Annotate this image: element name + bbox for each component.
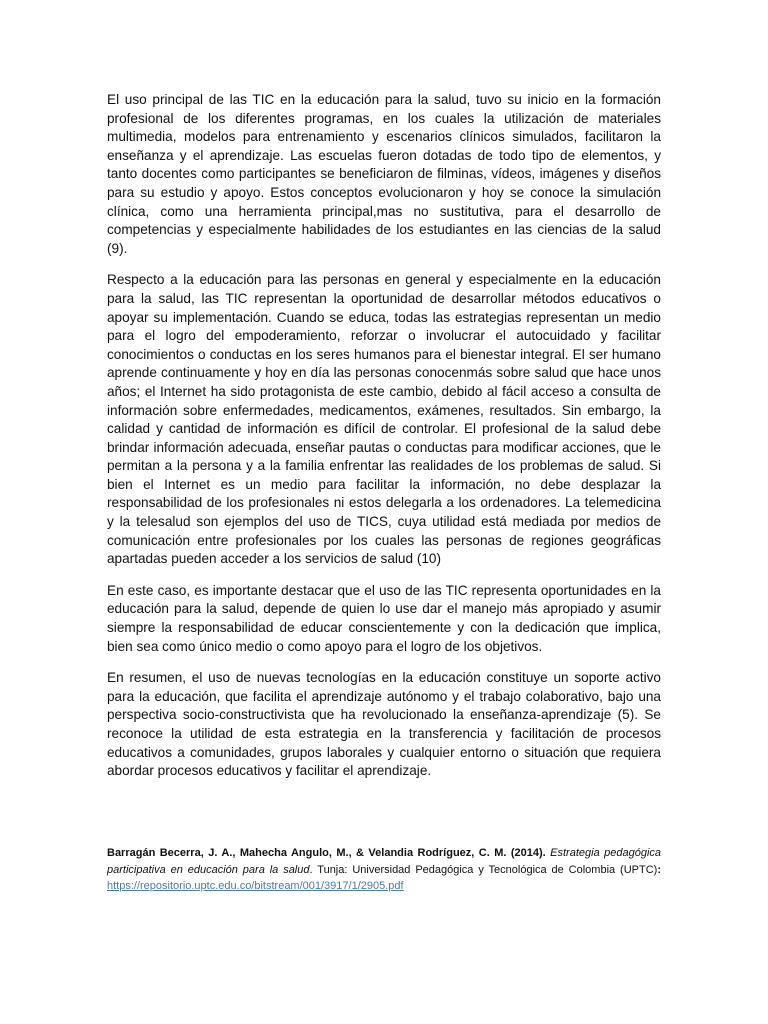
paragraph-1: El uso principal de las TIC en la educación para la salud, tuvo su inicio en la formación profesional de los diferentes programas, en los cuales la utilización de materiales multimedia, modelos para entrenamiento y escenarios clínicos simulados, facilitaron la enseñanza y el aprendizaje. Las escuelas fueron dotadas de todo tipo de elementos, y tanto docentes como participantes se beneficiaron de filminas, vídeos, imágenes y diseños para su estudio y apoyo. Estos conceptos evolucionaron y hoy se conoce la simulación clínica, como una herramienta principal,mas no sustitutiva, para el desarrollo de competencias y especialmente habilidades de los estudiantes en las ciencias de la salud (9). <box>107 92 661 256</box>
paragraph-2: Respecto a la educación para las personas en general y especialmente en la educación para la salud, las TIC representan la oportunidad de desarrollar métodos educativos o apoyar su implementación. Cuando se educa, todas las estrategias representan un medio para el logro del empoderamiento, reforzar o involucrar el autocuidado y facilitar conocimientos o conductas en los seres humanos para el bienestar integral. El ser humano aprende continuamente y hoy en día las personas conocenmás sobre salud que hace unos años; el Internet ha sido protagonista de este cambio, debido al fácil acceso a consulta de información sobre enfermedades, medicamentos, exámenes, resultados. Sin embargo, la calidad y cantidad de información es difícil de controlar. El profesional de la salud debe brindar información adecuada, enseñar pautas o conductas para modificar acciones, que le permitan a la persona y a la familia enfrentar las realidades de los problemas de salud. Si bien el Internet es un medio para facilitar la información, no debe desplazar la responsabilidad de los profesionales ni estos delegarla a los ordenadores. La telemedicina y la telesalud son ejemplos del uso de TICS, cuya utilidad está mediada por medios de comunicación entre profesionales por los cuales las personas de regiones geográficas apartadas pueden acceder a los servicios de salud (10) <box>107 272 661 567</box>
paragraph-4: En resumen, el uso de nuevas tecnologías en la educación constituye un soporte activo para la educación, que facilita el aprendizaje autónomo y el trabajo colaborativo, bajo una perspectiva socio-constructivista que ha revolucionado la enseñanza-aprendizaje (5). Se reconoce la utilidad de esta estrategia en la transferencia y facilitación de procesos educativos a comunidades, grupos laborales y cualquier entorno o situación que requiera abordar procesos educativos y facilitar el aprendizaje. <box>107 670 661 779</box>
document-body <box>107 91 661 794</box>
reference-authors: Barragán Becerra, J. A., Mahecha Angulo, M., & Velandia Rodríguez, C. M. (2014). <box>107 847 546 859</box>
reference-link[interactable]: https://repositorio.uptc.edu.co/bitstream/001/3917/1/2905.pdf <box>107 880 404 892</box>
reference-publisher: . Tunja: Universidad Pedagógica y Tecnológica de Colombia (UPTC) <box>309 863 658 876</box>
paragraph-3: En este caso, es importante destacar que el uso de las TIC representa oportunidades en la educación para la salud, depende de quien lo use dar el manejo más apropiado y asumir siempre la responsabilidad de educar conscientemente y con la dedicación que implica, bien sea como único medio o como apoyo para el logro de los objetivos. <box>107 582 661 654</box>
reference-title: Estrategia pedagógica participativa en educación para la salud <box>107 847 662 876</box>
reference-colon: : <box>657 863 661 876</box>
reference-citation <box>107 845 661 895</box>
